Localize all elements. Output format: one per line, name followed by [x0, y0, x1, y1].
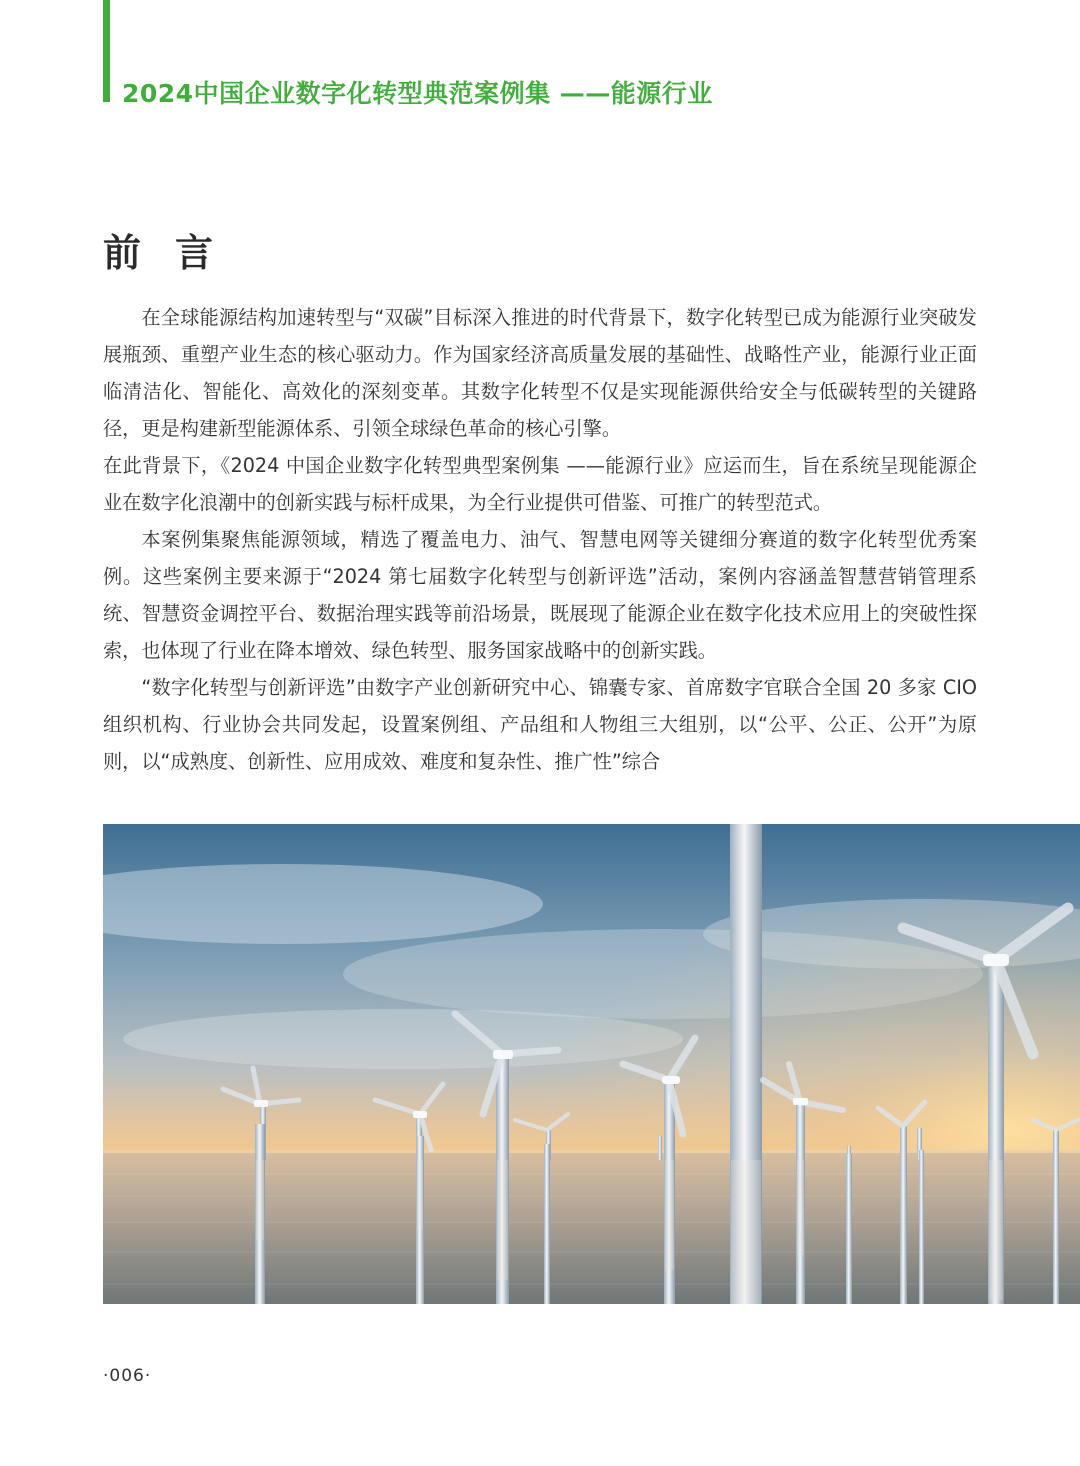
header-accent-bar	[103, 0, 110, 102]
paragraph-intro: 在全球能源结构加速转型与“双碳”目标深入推进的时代背景下，数字化转型已成为能源行业突破发展瓶颈、重塑产业生态的核心驱动力。作为国家经济高质量发展的基础性、战略性产业，能源行业正面临清洁化、智能化、高效化的深刻变革。其数字化转型不仅是实现能源供给安全与低碳转型的关键路径，更是构建新型能源体系、引领全球绿色革命的核心引擎。	[103, 306, 977, 440]
paragraph-background: 在此背景下，《2024 中国企业数字化转型典型案例集 ——能源行业》应运而生，旨在系统呈现能源企业在数字化浪潮中的创新实践与标杆成果，为全行业提供可借鉴、可推广的转型范式。	[103, 454, 977, 514]
paragraph-selection: “数字化转型与创新评选”由数字产业创新研究中心、锦囊专家、首席数字官联合全国 20 多家 CIO 组织机构、行业协会共同发起，设置案例组、产品组和人物组三大组别，以“公平、公正、公开”为原则，以“成熟度、创新性、应用成效、难度和复杂性、推广性”综合	[103, 676, 977, 773]
running-header: 2024中国企业数字化转型典范案例集 ——能源行业	[122, 79, 713, 108]
paragraph-focus: 本案例集聚焦能源领域，精选了覆盖电力、油气、智慧电网等关键细分赛道的数字化转型优秀案例。这些案例主要来源于“2024 第七届数字化转型与创新评选”活动，案例内容涵盖智慧营销管理系统、智慧资金调控平台、数据治理实践等前沿场景，既展现了能源企业在数字化技术应用上的突破性探索，也体现了行业在降本增效、绿色转型、服务国家战略中的创新实践。	[103, 528, 977, 662]
body-text	[103, 299, 977, 780]
page-number: ·006·	[103, 1366, 152, 1386]
page-title: 前言	[103, 231, 248, 275]
wind-turbines-photo	[103, 824, 1080, 1304]
